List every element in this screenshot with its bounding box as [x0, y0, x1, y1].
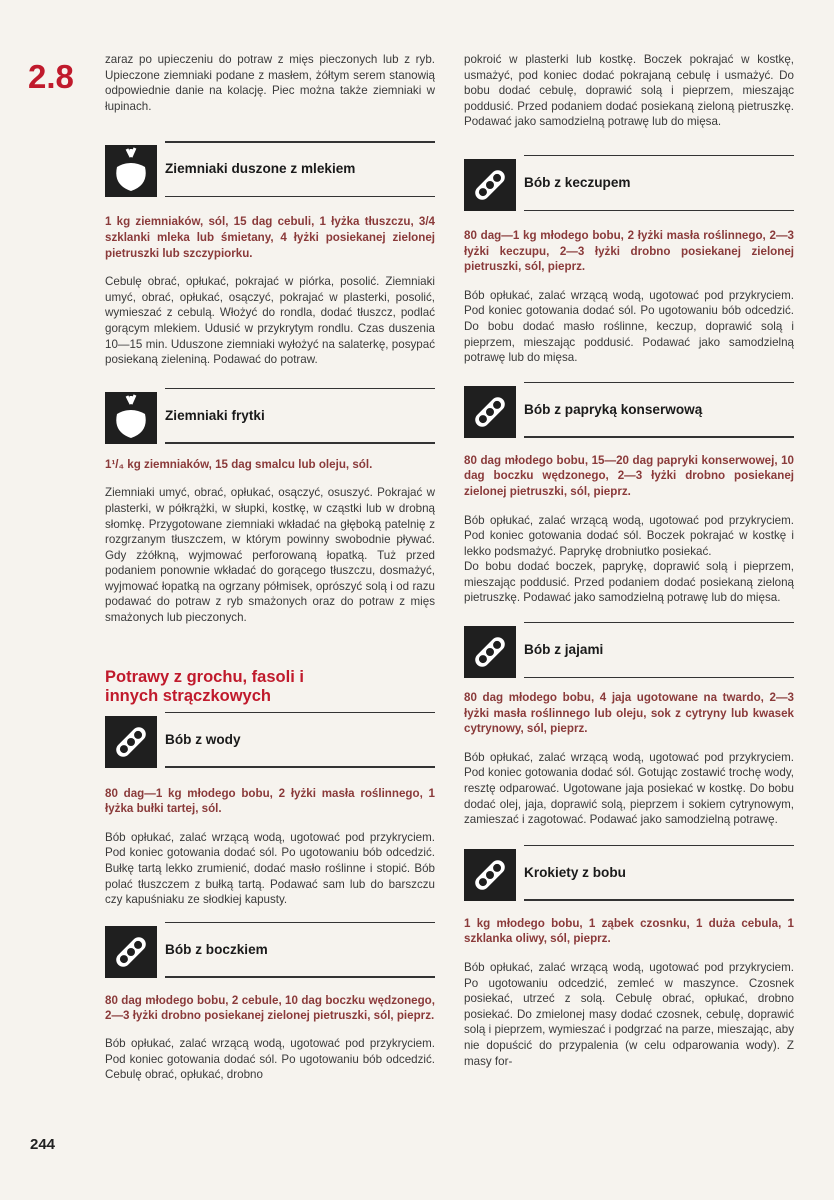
recipe-instructions: Bób opłukać, zalać wrzącą wodą, ugotować pod przykryciem. Pod koniec gotowania dodać sól. Po ugotowaniu bób odcedzić. Do bobu dodać masło roślinne, keczup, doprawić solą i pieprzem, mieszając poddusić. Podawać jako samodzielną potrawę lub do mięsa.	[464, 288, 794, 365]
recipe-header	[464, 155, 794, 211]
pea-pod-icon	[464, 159, 516, 211]
intro-paragraph: pokroić w plasterki lub kostkę. Boczek pokrajać w kostkę, usmażyć, pod koniec dodać pokrajaną cebulę i usmażyć. Do bobu dodać cebulę, doprawić solą i pieprzem, mieszając poddusić. Przed podaniem dodać posiekaną zieloną pietruszkę. Podawać jako samodzielną potrawę lub do mięsa.	[464, 53, 794, 129]
divider	[165, 141, 435, 142]
recipe-instructions: Bób opłukać, zalać wrzącą wodą, ugotować pod przykryciem. Pod koniec gotowania dodać sól. Po ugotowaniu bób odcedzić. Bułkę tartą lekko zrumienić, dodać masło roślinne i stopić. Bób polać tłuszczem z bułką tartą. Podawać sam lub do barszczu czy kapuśniaku ze słodkiej kapusty.	[105, 830, 435, 907]
recipe-ingredients: 1¹/₄ kg ziemniaków, 15 dag smalcu lub oleju, sól.	[105, 457, 373, 471]
pea-pod-icon	[464, 626, 516, 678]
recipe-title: Krokiety z bobu	[524, 864, 626, 880]
potato-icon	[105, 392, 157, 444]
recipe-instructions: Bób opłukać, zalać wrzącą wodą, ugotować pod przykryciem. Po ugotowaniu odcedzić, zemleć w maszynce. Czosnek posiekać, utrzeć z solą. Cebulę obrać, opłukać, drobno posiekać. Do zmielonej masy dodać czosnek, cebulę, doprawić solą i pieprzem, wymieszać i podgrzać na parze, mieszając, aby nie dopuścić do przypalenia (w celu odparowania wody). Z masy for-	[464, 961, 794, 1068]
divider	[524, 155, 794, 156]
recipe-title: Bób z boczkiem	[165, 941, 268, 957]
recipe-header	[464, 622, 794, 678]
recipe-ingredients: 1 kg ziemniaków, sól, 15 dag cebuli, 1 łyżka tłuszczu, 3/4 szklanki mleka lub śmietany, 4 łyżki posiekanej zielonej pietruszki lub szczypiorku.	[105, 215, 435, 260]
pea-pod-icon	[464, 386, 516, 438]
divider	[165, 442, 435, 443]
recipe-ingredients: 80 dag—1 kg młodego bobu, 2 łyżki masła roślinnego, 1 łyżka bułki tartej, sól.	[105, 786, 435, 816]
recipe-ingredients: 80 dag młodego bobu, 15—20 dag papryki konserwowej, 10 dag boczku wędzonego, 2—3 łyżki drobno posiekanej zielonej pietruszki, sól, pieprz.	[464, 453, 794, 498]
recipe-header	[105, 141, 435, 197]
section-heading: Potrawy z grochu, fasoli i innych strączkowych	[105, 667, 304, 705]
section-number: 2.8	[28, 58, 74, 95]
divider	[165, 766, 435, 767]
recipe-header	[105, 922, 435, 978]
recipe-title: Bób z keczupem	[524, 174, 631, 190]
potato-icon	[105, 145, 157, 197]
recipe-instructions: Cebulę obrać, opłukać, pokrajać w piórka, posolić. Ziemniaki umyć, obrać, opłukać, osączyć, pokrajać w plasterki, posolić, wymieszać z cebulą. Włożyć do rondla, dodać tłuszcz, podlać gorącym mlekiem. Udusić w przykrytym rondlu. Czas duszenia 10—15 min. Uduszone ziemniaki wyłożyć na salaterkę, posypać posiekaną zieleniną. Podawać do potraw.	[105, 275, 435, 367]
right-column	[464, 52, 794, 1069]
recipe-header	[464, 845, 794, 901]
recipe-ingredients: 80 dag młodego bobu, 2 cebule, 10 dag boczku wędzonego, 2—3 łyżki drobno posiekanej zielonej pietruszki, sól, pieprz.	[105, 993, 435, 1023]
pea-pod-icon	[464, 849, 516, 901]
divider	[524, 436, 794, 437]
recipe-instructions: Bób opłukać, zalać wrzącą wodą, ugotować pod przykryciem. Pod koniec gotowania dodać sól. Po ugotowaniu bób odcedzić. Cebulę obrać, opłukać, drobno	[105, 1037, 435, 1082]
divider	[165, 712, 435, 713]
divider	[524, 622, 794, 623]
intro-paragraph: zaraz po upieczeniu do potraw z mięs pieczonych lub z ryb. Upieczone ziemniaki podane z masłem, żółtym serem stanowią odpowiednie danie na kolację. Piec można także ziemniaki w łupinach.	[105, 53, 435, 113]
recipe-ingredients: 80 dag młodego bobu, 4 jaja ugotowane na twardo, 2—3 łyżki masła roślinnego lub oleju, sok z cytryny lub kwasek cytrynowy, sól, pieprz.	[464, 691, 794, 736]
divider	[165, 976, 435, 977]
recipe-instructions: Bób opłukać, zalać wrzącą wodą, ugotować pod przykryciem. Pod koniec gotowania dodać sól. Boczek pokrajać w kostkę i lekko podsmażyć. Paprykę drobniutko posiekać.	[464, 513, 794, 558]
divider	[524, 845, 794, 846]
recipe-ingredients: 80 dag—1 kg młodego bobu, 2 łyżki masła roślinnego, 2—3 łyżki keczupu, 2—3 łyżki drobno posiekanej zielonej pietruszki, sól, pieprz.	[464, 228, 794, 274]
page-number: 244	[30, 1136, 56, 1153]
divider	[165, 922, 435, 923]
divider	[524, 899, 794, 900]
recipe-header	[464, 382, 794, 438]
recipe-title: Bób z papryką konserwową	[524, 401, 703, 417]
recipe-title: Ziemniaki frytki	[165, 407, 265, 423]
recipe-instructions: Ziemniaki umyć, obrać, opłukać, osączyć, osuszyć. Pokrajać w plasterki, w półkrążki, w słupki, kostkę, w cząstki lub w drobną słomkę. Przygotowane ziemniaki wkładać na głęboką patelnię z rozgrzanym tłuszczem, w którym powinny swobodnie pływać. Gdy zżółkną, wyjmować perforowaną łopatką. Tuż przed podaniem ponownie wkładać do gorącego tłuszczu, dosmażyć, wyjmować łopatką na ogrzany półmisek, oprószyć solą i od razu podawać do potraw z ryb smażonych oraz do potraw z mięs smażonych lub pieczonych.	[105, 486, 435, 625]
divider	[165, 196, 435, 197]
recipe-title: Ziemniaki duszone z mlekiem	[165, 161, 356, 177]
pea-pod-icon	[105, 716, 157, 768]
divider	[524, 677, 794, 678]
recipe-header	[105, 388, 435, 444]
recipe-ingredients: 1 kg młodego bobu, 1 ząbek czosnku, 1 duża cebula, 1 szklanka oliwy, sól, pieprz.	[464, 916, 794, 946]
recipe-title: Bób z wody	[165, 731, 241, 747]
divider	[524, 210, 794, 211]
recipe-title: Bób z jajami	[524, 642, 604, 658]
recipe-header	[105, 712, 435, 768]
recipe-instructions: Do bobu dodać boczek, paprykę, doprawić solą i pieprzem, mieszając poddusić. Przed podaniem dodać posiekaną zieloną pietruszkę. Podawać jako samodzielną potrawę lub do mięsa.	[464, 560, 794, 605]
left-column	[105, 52, 435, 1083]
recipe-instructions: Bób opłukać, zalać wrzącą wodą, ugotować pod przykryciem. Pod koniec gotowania dodać sól. Gotując zostawić trochę wody, resztę odparować. Ugotowane jaja posiekać w kostkę. Do bobu dodać olej, jaja, doprawić solą, pieprzem i sokiem cytrynowym, zamieszać i zagotować. Podawać jako samodzielną potrawę.	[464, 750, 794, 827]
divider	[524, 382, 794, 383]
divider	[165, 388, 435, 389]
pea-pod-icon	[105, 926, 157, 978]
